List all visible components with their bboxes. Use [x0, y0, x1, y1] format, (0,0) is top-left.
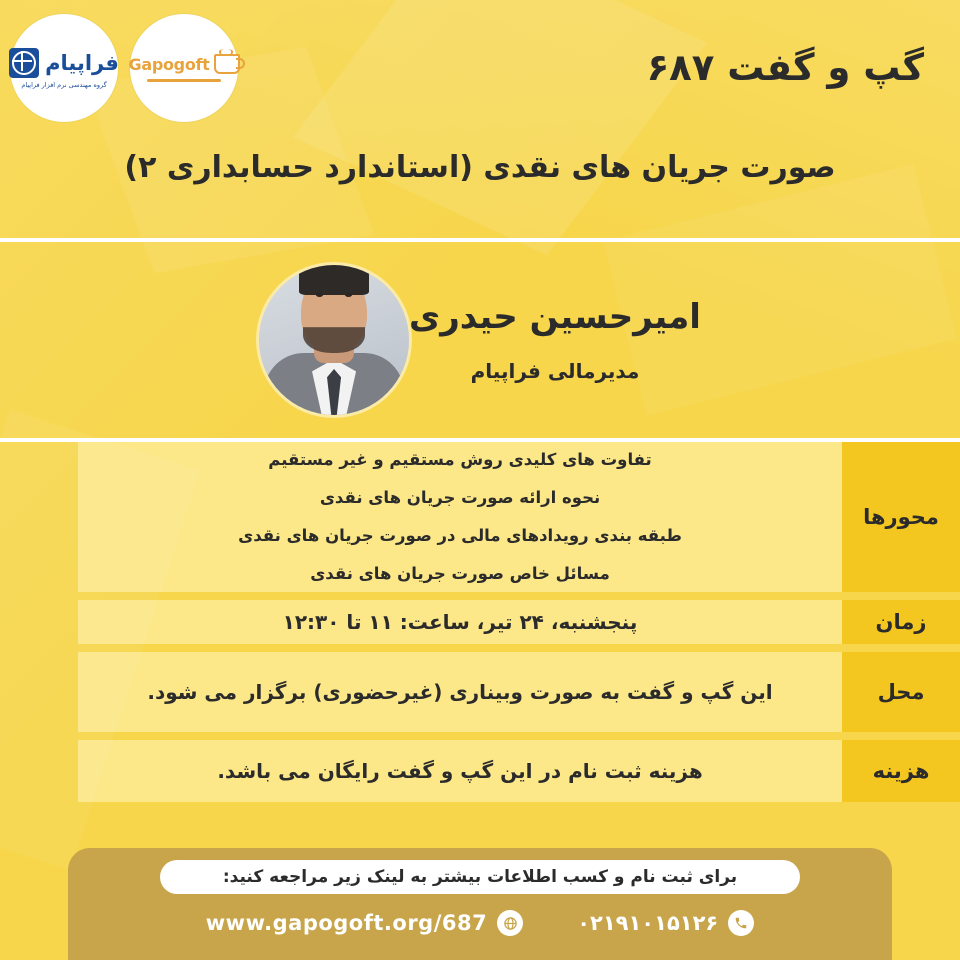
row-value-cost: هزینه ثبت نام در این گپ و گفت رایگان می باشد.: [78, 740, 842, 802]
farapayam-logo-subtext: گروه مهندسی نرم افزار فراپیام: [21, 80, 107, 89]
avatar: [259, 265, 409, 415]
gapogoft-logo-text: Gapogoft: [128, 54, 210, 74]
phone-number: ۰۲۱۹۱۰۱۵۱۲۶: [577, 911, 719, 935]
details-table: [0, 442, 960, 802]
speaker-name: امیرحسین حیدری: [409, 297, 701, 337]
row-label-time: زمان: [842, 600, 960, 644]
gapogoft-logo: [130, 14, 238, 122]
globe-icon: [9, 48, 39, 78]
phone-icon: [728, 910, 754, 936]
website-url: www.gapogoft.org/687: [205, 911, 488, 935]
row-label-cost: هزینه: [842, 740, 960, 802]
contact-group: [68, 910, 892, 936]
topic-item: طبقه بندی رویدادهای مالی در صورت جریان های نقدی: [238, 526, 682, 545]
speaker-section: [0, 242, 960, 438]
table-row: [0, 600, 960, 644]
footer: [68, 848, 892, 960]
row-value-time: پنجشنبه، ۲۴ تیر، ساعت: ۱۱ تا ۱۲:۳۰: [78, 600, 842, 644]
phone-contact[interactable]: [577, 910, 754, 936]
row-value-place: این گپ و گفت به صورت وبیناری (غیرحضوری) برگزار می شود.: [78, 652, 842, 732]
episode-number: گپ و گفت ۶۸۷: [646, 46, 924, 89]
table-row: [0, 652, 960, 732]
coffee-cup-icon: [214, 54, 240, 74]
table-row: [0, 740, 960, 802]
topic-item: مسائل خاص صورت جریان های نقدی: [310, 563, 610, 583]
header: [0, 0, 960, 238]
logo-underline: [147, 79, 221, 82]
cta-text: برای ثبت نام و کسب اطلاعات بیشتر به لینک زیر مراجعه کنید:: [160, 860, 800, 894]
topic-item: نحوه ارائه صورت جریان های نقدی: [319, 488, 601, 508]
topic-item: تفاوت های کلیدی روش مستقیم و غیر مستقیم: [268, 450, 652, 470]
page-title: صورت جریان های نقدی (استاندارد حسابداری ۲): [124, 150, 836, 185]
globe-icon: [497, 910, 523, 936]
logo-group: [10, 14, 238, 122]
row-value-topics: [78, 442, 842, 592]
farapayam-logo-text: فراپیام: [45, 50, 119, 75]
speaker-role: مدیرمالی فراپیام: [470, 359, 640, 383]
table-row: [0, 442, 960, 592]
row-label-place: محل: [842, 652, 960, 732]
farapayam-logo: [10, 14, 118, 122]
row-label-topics: محورها: [842, 442, 960, 592]
website-contact[interactable]: [206, 910, 523, 936]
